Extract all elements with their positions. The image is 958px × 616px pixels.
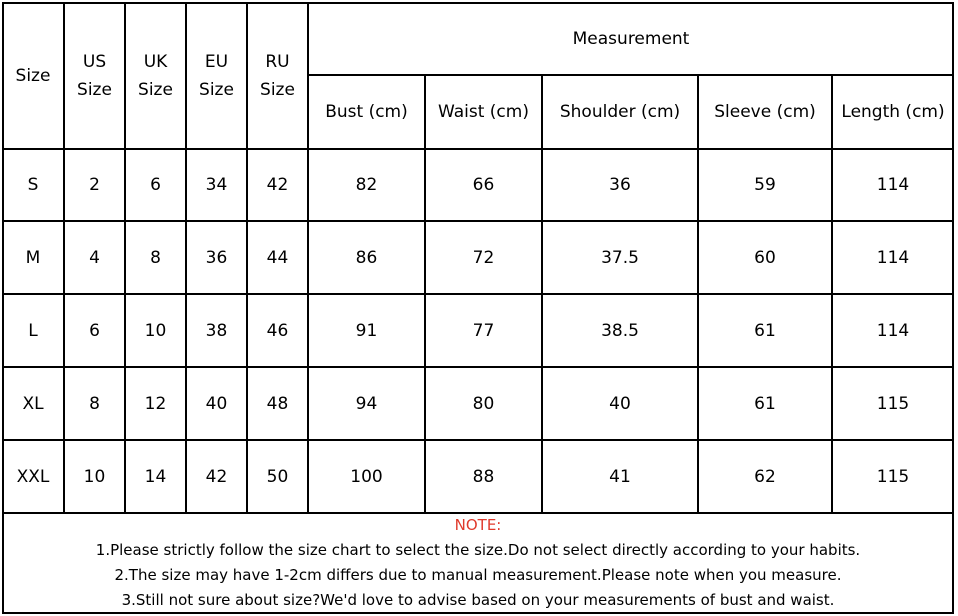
table-cell: 91 xyxy=(355,320,378,341)
note-line-3: 3.Still not sure about size?We'd love to advise based on your measurements of bust and waist. xyxy=(121,591,835,609)
table-cell: XXL xyxy=(16,466,50,487)
note-line-1: 1.Please strictly follow the size chart to select the size.Do not select directly according to your habits. xyxy=(95,541,861,559)
table-cell: 115 xyxy=(876,466,910,487)
table-cell: 44 xyxy=(266,247,289,268)
table-cell: 36 xyxy=(609,175,631,195)
header-size: Size xyxy=(15,65,51,86)
table-cell: 42 xyxy=(266,175,289,195)
header-shoulder: Shoulder (cm) xyxy=(559,102,681,122)
table-cell: 60 xyxy=(754,247,776,268)
table-cell: 40 xyxy=(609,393,631,414)
table-cell: 82 xyxy=(355,175,378,195)
header-bust: Bust (cm) xyxy=(325,102,408,122)
table-cell: 14 xyxy=(144,466,167,487)
table-cell: 6 xyxy=(89,320,100,341)
table-cell: 94 xyxy=(355,393,378,414)
table-cell: 41 xyxy=(609,466,631,487)
table-cell: 46 xyxy=(266,320,289,341)
table-cell: 61 xyxy=(754,320,776,341)
table-cell: 66 xyxy=(472,175,495,195)
table-cell: 88 xyxy=(472,466,495,487)
note-line-2: 2.The size may have 1-2cm differs due to manual measurement.Please note when you measure. xyxy=(114,566,842,584)
header-uk-size-line-1: UK xyxy=(143,51,168,72)
table-cell: 6 xyxy=(150,175,161,195)
header-waist: Waist (cm) xyxy=(438,102,529,122)
header-us-size-line-2: Size xyxy=(77,79,112,100)
table-cell: 37.5 xyxy=(601,247,639,268)
table-cell: S xyxy=(27,175,39,195)
table-cell: 38.5 xyxy=(601,320,639,341)
header-ru-size xyxy=(247,2,308,149)
table-cell: 2 xyxy=(89,175,100,195)
table-cell: 36 xyxy=(205,247,228,268)
table-cell: 114 xyxy=(876,320,910,341)
header-ru-size-line-1: RU xyxy=(265,51,290,72)
table-cell: M xyxy=(25,247,41,268)
notes-section xyxy=(2,513,954,614)
header-uk-size-line-2: Size xyxy=(138,79,173,100)
table-cell: 42 xyxy=(205,466,228,487)
table-cell: 114 xyxy=(876,175,910,195)
table-cell: 40 xyxy=(205,393,228,414)
table-cell: XL xyxy=(22,393,44,414)
table-cell: 72 xyxy=(472,247,495,268)
header-uk-size xyxy=(125,2,186,149)
note-title: NOTE: xyxy=(454,516,502,534)
table-cell: 10 xyxy=(83,466,106,487)
table-cell: 8 xyxy=(150,247,161,268)
table-cell: 8 xyxy=(89,393,100,414)
table-cell: 77 xyxy=(472,320,495,341)
header-eu-size-line-1: EU xyxy=(204,51,229,72)
table-cell: L xyxy=(28,320,38,341)
table-cell: 50 xyxy=(266,466,289,487)
header-eu-size-line-2: Size xyxy=(199,79,234,100)
header-us-size xyxy=(64,2,125,149)
table-cell: 12 xyxy=(144,393,167,414)
table-cell: 114 xyxy=(876,247,910,268)
table-cell: 10 xyxy=(144,320,167,341)
header-eu-size xyxy=(186,2,247,149)
table-cell: 48 xyxy=(266,393,289,414)
header-ru-size-line-2: Size xyxy=(260,79,295,100)
table-cell: 100 xyxy=(350,466,383,487)
table-cell: 61 xyxy=(754,393,776,414)
header-length: Length (cm) xyxy=(841,102,945,122)
table-cell: 34 xyxy=(205,175,228,195)
table-cell: 80 xyxy=(472,393,495,414)
table-cell: 4 xyxy=(89,247,100,268)
table-cell: 38 xyxy=(205,320,228,341)
table-cell: 62 xyxy=(754,466,776,487)
table-cell: 86 xyxy=(355,247,378,268)
header-sleeve: Sleeve (cm) xyxy=(714,102,816,122)
header-us-size-line-1: US xyxy=(82,51,107,72)
table-cell: 115 xyxy=(876,393,910,414)
table-cell: 59 xyxy=(754,175,776,195)
header-measurement: Measurement xyxy=(572,28,690,49)
